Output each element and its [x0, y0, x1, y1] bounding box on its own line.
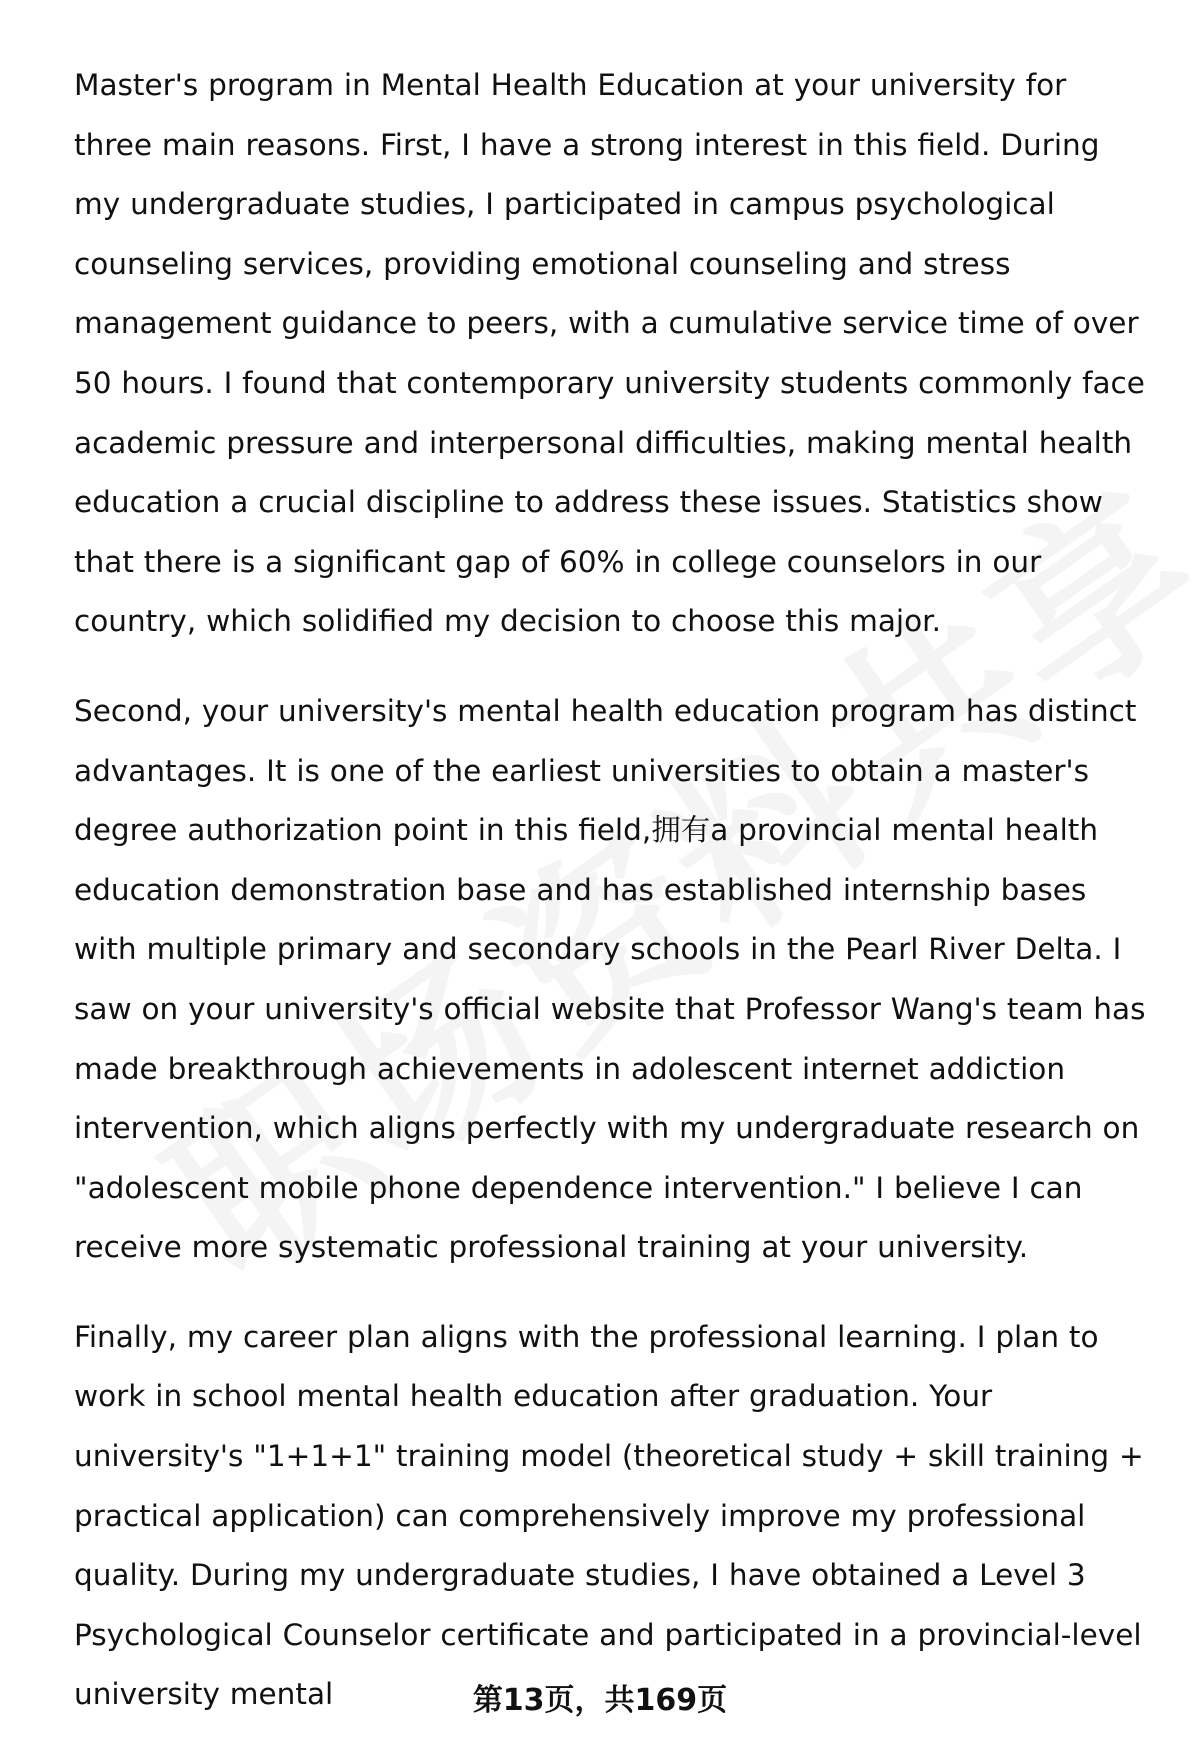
- paragraph-1: Master's program in Mental Health Education at your university for three main reasons. First, I have a strong interest in this field. During my undergraduate studies, I participated in campus psychological counseling services, providing emotional counseling and stress management guidance to peers, with a cumulative service time of over 50 hours. I found that contemporary university students commonly face academic pressure and interpersonal difficulties, making mental health education a crucial discipline to address these issues. Statistics show that there is a significant gap of 60% in college counselors in our country, which solidified my decision to choose this major.: [74, 68, 1145, 639]
- paragraph-2: Second, your university's mental health education program has distinct advantages. It is one of the earliest universities to obtain a master's degree authorization point in this field,拥有a provincial mental health education demonstration base and has established internship bases with multiple primary and secondary schools in the Pearl River Delta. I saw on your university's official website that Professor Wang's team has made breakthrough achievements in adolescent internet addiction intervention, which aligns perfectly with my undergraduate research on "adolescent mobile phone dependence intervention." I believe I can receive more systematic professional training at your university.: [74, 693, 1146, 1265]
- document-body: [74, 56, 1154, 1755]
- paragraph-3: Finally, my career plan aligns with the professional learning. I plan to work in school mental health education after graduation. Your university's "1+1+1" training model (theoretical study + skill training + practical application) can comprehensively improve my professional quality. During my undergraduate studies, I have obtained a Level 3 Psychological Counselor certificate and participated in a provincial-level university mental: [74, 1319, 1144, 1712]
- page-number-footer: 第13页，共169页: [472, 1683, 728, 1718]
